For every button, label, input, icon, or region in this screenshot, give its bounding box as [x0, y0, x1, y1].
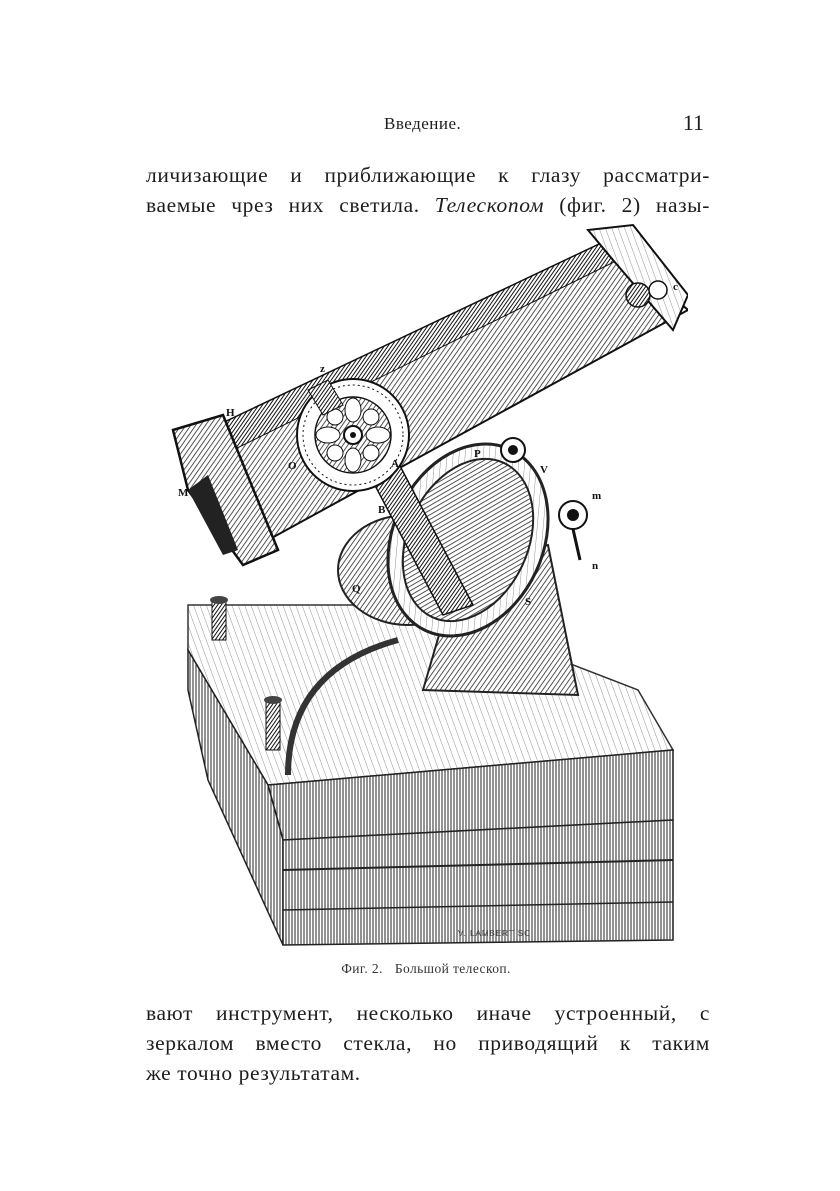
label-v: V: [540, 464, 548, 476]
body-text-bottom: [146, 998, 710, 1088]
label-o: O: [288, 460, 297, 472]
text-line: вают инструмент, несколько иначе устроенный, с: [146, 1001, 710, 1025]
adjustment-knob-icon: [559, 501, 587, 560]
text-line: зеркалом вместо стекла, но приводящий к таким: [146, 1031, 710, 1055]
label-a: A: [391, 458, 399, 470]
engraver-signature: V. LAMBERT SC.: [458, 929, 535, 938]
label-m: M: [178, 487, 189, 499]
body-text-top: [146, 160, 710, 220]
leveling-screw-icon: [212, 600, 226, 640]
telescope-engraving: [168, 220, 688, 950]
telescope-illustration: [168, 220, 688, 950]
eyepiece-icon: [626, 283, 650, 307]
italic-term: Телескопом: [434, 193, 545, 217]
caption-text: Большой телескоп.: [394, 961, 511, 976]
running-title: Введение.: [384, 114, 462, 133]
label-b: B: [378, 504, 386, 516]
label-n: n: [592, 560, 599, 572]
running-head: [146, 110, 706, 140]
label-q: Q: [352, 583, 361, 595]
label-s: S: [525, 596, 532, 608]
label-h: H: [226, 407, 235, 419]
text-line: же точно результатам.: [146, 1061, 361, 1085]
table-base: [283, 820, 673, 945]
label-z: z: [320, 363, 325, 375]
adjustment-knob-icon: [501, 438, 525, 462]
text-segment: (фиг. 2) назы-: [559, 193, 710, 217]
label-c: c: [673, 281, 678, 293]
text-segment: ваемые чрез них светила.: [146, 193, 420, 217]
page-number: 11: [682, 110, 704, 135]
label-p: P: [474, 448, 481, 460]
text-line: личизающие и приближающие к глазу рассматри-: [146, 163, 710, 187]
figure-caption: [146, 961, 706, 977]
label-m-small: m: [592, 490, 602, 502]
caption-figure-number: Фиг. 2.: [341, 961, 383, 976]
text-line: [146, 190, 710, 220]
leveling-screw-icon: [266, 700, 280, 750]
